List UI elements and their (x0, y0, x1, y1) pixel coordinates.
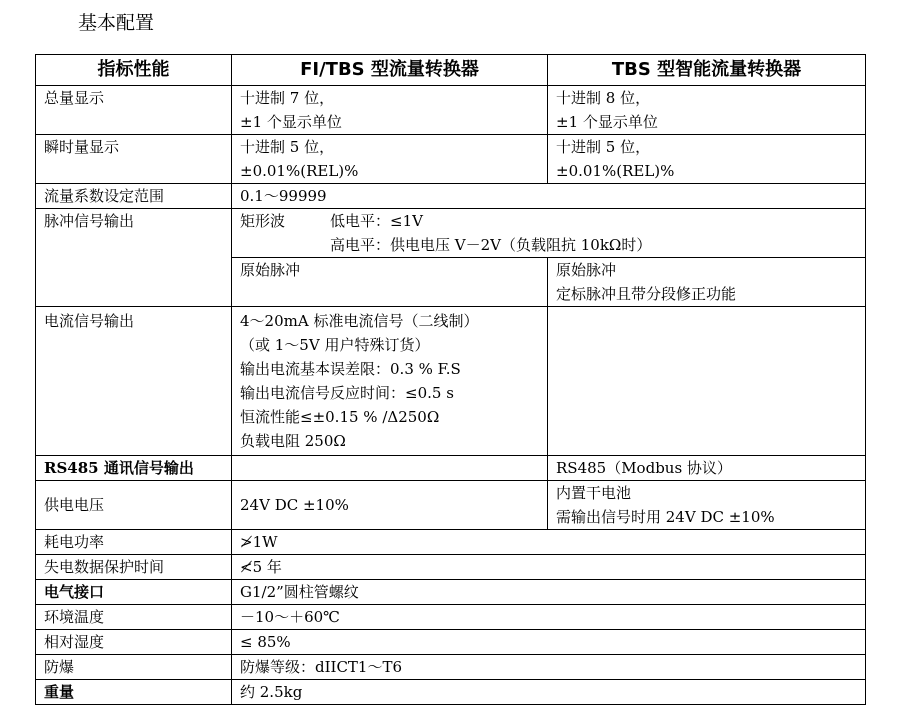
row-label: 脉冲信号输出 (36, 209, 232, 307)
table-row (36, 86, 866, 135)
table-row (36, 555, 866, 580)
cell-value: ≮5 年 (232, 555, 866, 580)
cell-tbs (548, 258, 866, 307)
cell-fi (232, 258, 548, 307)
cell-line: ±0.01%(REL)% (240, 162, 359, 180)
row-label: 电流信号输出 (36, 307, 232, 456)
table-row (36, 655, 866, 680)
row-label: RS485 通讯信号输出 (36, 456, 232, 481)
cell-fi (232, 135, 548, 184)
cell-shared (232, 209, 866, 258)
cell-line: 十进制 7 位， (240, 89, 335, 107)
row-label: 耗电功率 (36, 530, 232, 555)
row-label: 总量显示 (36, 86, 232, 135)
cell-line: 需输出信号时用 24V DC ±10% (556, 508, 775, 526)
table-row (36, 135, 866, 184)
cell-line: 内置干电池 (556, 484, 632, 502)
cell-line: 输出电流信号反应时间：≤0.5 s (240, 384, 454, 402)
row-label: 供电电压 (36, 481, 232, 530)
cell-tbs (548, 135, 866, 184)
row-label: 相对湿度 (36, 630, 232, 655)
cell-line: 定标脉冲且带分段修正功能 (556, 285, 737, 303)
cell-fi (232, 86, 548, 135)
cell-fi (232, 456, 548, 481)
cell-line (240, 233, 865, 257)
cell-line: ±1 个显示单位 (556, 113, 658, 131)
table-row (36, 630, 866, 655)
row-label: 电气接口 (36, 580, 232, 605)
table-row (36, 530, 866, 555)
cell-line: 十进制 8 位， (556, 89, 651, 107)
cell-line: 负载电阻 250Ω (240, 432, 346, 450)
table-row (36, 184, 866, 209)
cell-value: 约 2.5kg (232, 680, 866, 705)
row-label: 流量系数设定范围 (36, 184, 232, 209)
column-header: 指标性能 (36, 55, 232, 86)
table-row (36, 456, 866, 481)
page-title: 基本配置 (78, 12, 155, 34)
table-row (36, 580, 866, 605)
row-label: 防爆 (36, 655, 232, 680)
row-label: 瞬时量显示 (36, 135, 232, 184)
cell-line: ±1 个显示单位 (240, 113, 342, 131)
cell-line: 输出电流基本误差限：0.3 % F.S (240, 360, 461, 378)
cell-value: G1/2”圆柱管螺纹 (232, 580, 866, 605)
table-row (36, 605, 866, 630)
row-label: 重量 (36, 680, 232, 705)
cell-tbs (548, 307, 866, 456)
cell-tbs: RS485（Modbus 协议） (548, 456, 866, 481)
column-header: TBS 型智能流量转换器 (548, 55, 866, 86)
cell-value: 防爆等级：dIICT1～T6 (232, 655, 866, 680)
column-header: FI/TBS 型流量转换器 (232, 55, 548, 86)
cell-text: 低电平：≤1V (330, 212, 423, 230)
cell-line (240, 209, 865, 233)
cell-line: 原始脉冲 (240, 261, 301, 279)
cell-line: ±0.01%(REL)% (556, 162, 675, 180)
cell-fi: 24V DC ±10% (232, 481, 548, 530)
cell-tbs (548, 86, 866, 135)
cell-line: 4～20mA 标准电流信号（二线制） (240, 312, 479, 330)
cell-tbs (548, 481, 866, 530)
cell-fi (232, 307, 548, 456)
cell-value: ≯1W (232, 530, 866, 555)
cell-value: ≤ 85% (232, 630, 866, 655)
cell-value: －10～＋60℃ (232, 605, 866, 630)
table-row (36, 680, 866, 705)
cell-line: 原始脉冲 (556, 261, 617, 279)
cell-line: 十进制 5 位， (240, 138, 335, 156)
row-label: 失电数据保护时间 (36, 555, 232, 580)
table-row (36, 209, 866, 258)
cell-text: 矩形波 (240, 212, 286, 230)
table-row (36, 481, 866, 530)
spec-table (35, 54, 866, 705)
row-label: 环境温度 (36, 605, 232, 630)
cell-line: 十进制 5 位， (556, 138, 651, 156)
cell-text: 高电平：供电电压 V－2V（负载阻抗 10kΩ时） (330, 236, 652, 254)
cell-line: （或 1～5V 用户特殊订货） (240, 336, 430, 354)
table-row (36, 307, 866, 456)
cell-value: 0.1～99999 (232, 184, 866, 209)
table-header-row (36, 55, 866, 86)
cell-line: 恒流性能≤±0.15 % /Δ250Ω (240, 408, 440, 426)
